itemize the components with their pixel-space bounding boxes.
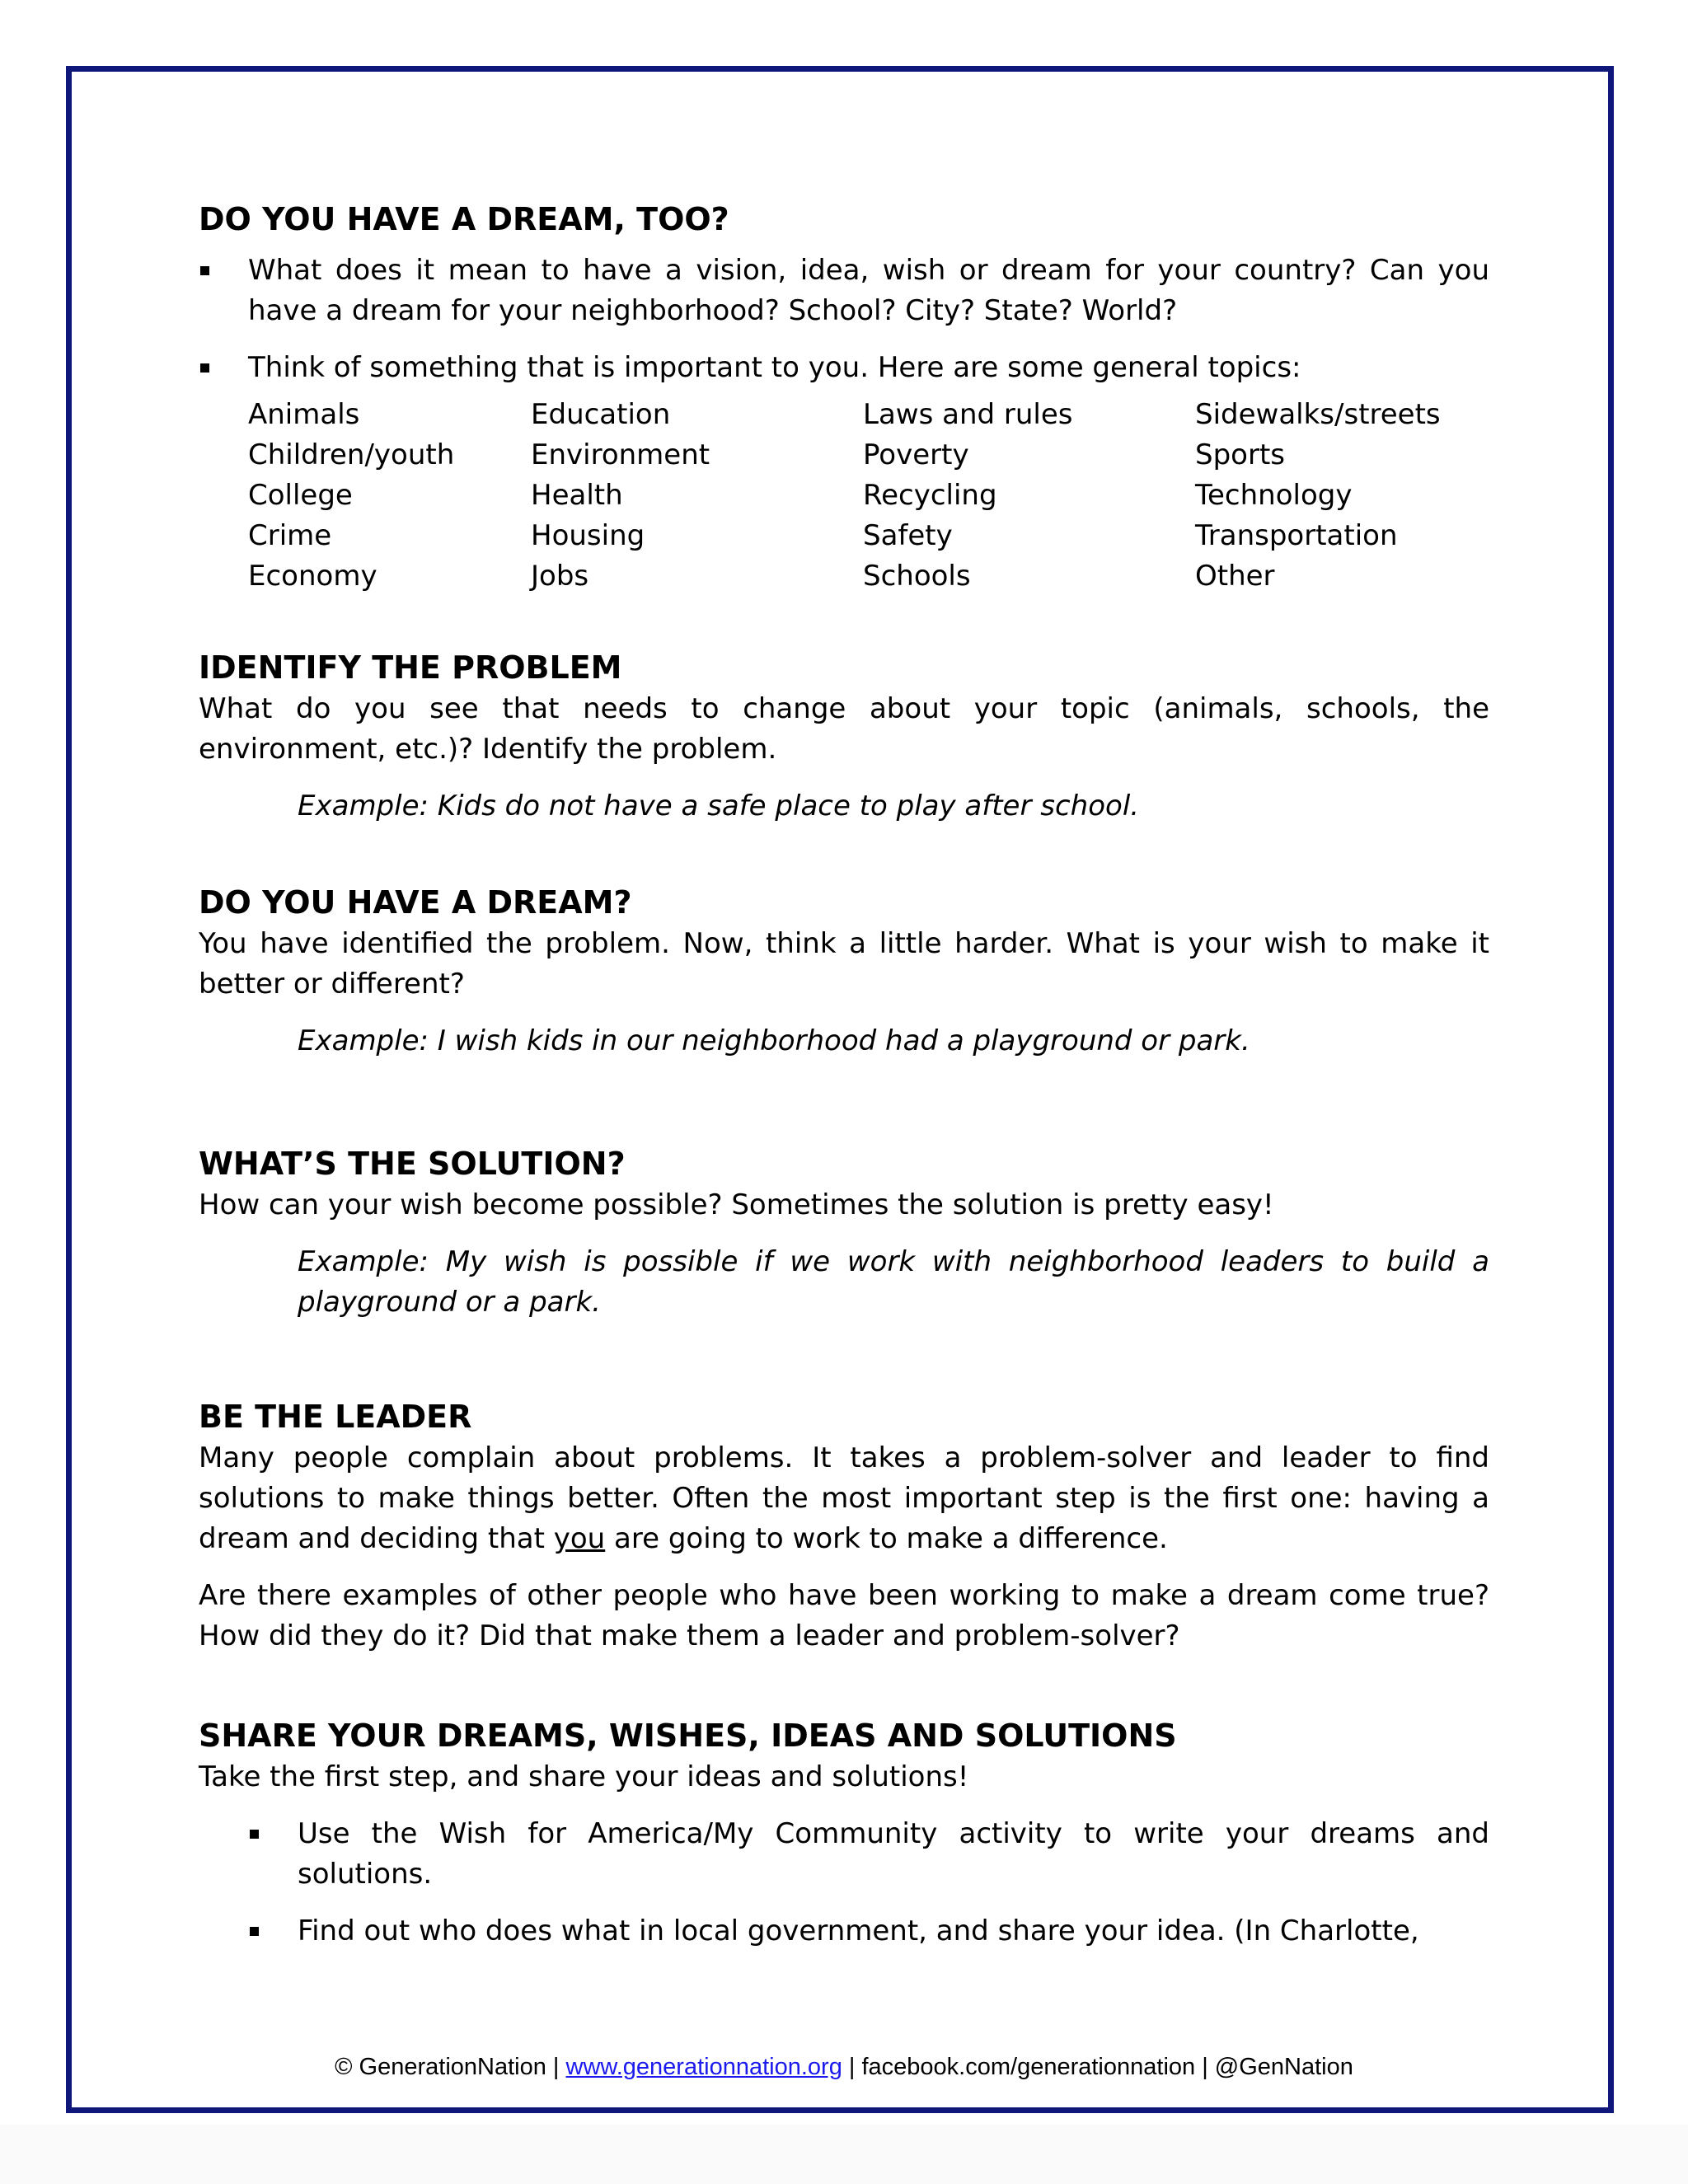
- section-body: How can your wish become possible? Sometimes the solution is pretty easy!: [199, 1188, 1274, 1221]
- example-text: Example: I wish kids in our neighborhood had a playground or park.: [298, 1024, 1250, 1057]
- topic-item: Housing: [531, 519, 645, 552]
- section-be-leader: [199, 1395, 1489, 1657]
- social-text: | facebook.com/generationnation | @GenNation: [848, 2054, 1353, 2080]
- topic-item: Environment: [531, 438, 710, 471]
- section-identify-problem: [199, 646, 1489, 827]
- section-body: Many people complain about problems. It takes a problem-solver and leader to find solutions to make things better. Often the most important step is the first one: having a dream and deciding that you are going to work to make a difference.: [199, 1441, 1489, 1555]
- section-heading: DO YOU HAVE A DREAM, TOO?: [199, 201, 729, 237]
- bullet-item: Use the Wish for America/My Community activity to write your dreams and solutions.: [248, 1814, 1489, 1895]
- topic-item: Technology: [1195, 479, 1353, 512]
- topic-item: Laws and rules: [863, 398, 1073, 431]
- topic-item: Schools: [863, 560, 971, 593]
- section-body: Take the first step, and share your ideas and solutions!: [199, 1760, 969, 1793]
- section-heading: WHAT’S THE SOLUTION?: [199, 1146, 626, 1182]
- website-link[interactable]: www.generationnation.org: [565, 2054, 842, 2080]
- bullet-item: Find out who does what in local government, and share your idea. (In Charlotte,: [248, 1911, 1489, 1952]
- section-body: What do you see that needs to change about your topic (animals, schools, the environment, etc.)? Identify the problem.: [199, 692, 1489, 766]
- example-text: Example: My wish is possible if we work with neighborhood leaders to build a playground or a park.: [298, 1245, 1489, 1319]
- topic-item: Economy: [248, 560, 377, 593]
- section-have-dream: [199, 881, 1489, 1062]
- topic-item: Children/youth: [248, 438, 455, 471]
- topic-item: Safety: [863, 519, 953, 552]
- bullet-square-icon: [250, 1830, 259, 1839]
- bullet-item: What does it mean to have a vision, idea, wish or dream for your country? Can you have a dream for your neighborhood? School? City? State? World?: [199, 251, 1489, 331]
- topic-item: Crime: [248, 519, 332, 552]
- bullet-square-icon: [200, 363, 209, 373]
- emphasis-you: you: [553, 1522, 606, 1555]
- document-content: [199, 198, 1489, 1968]
- page-footer: [0, 2052, 1688, 2082]
- section-heading: SHARE YOUR DREAMS, WISHES, IDEAS AND SOLUTIONS: [199, 1718, 1177, 1754]
- bullet-list: [248, 1814, 1489, 1952]
- section-share: [199, 1714, 1489, 1952]
- example-text: Example: Kids do not have a safe place to play after school.: [298, 790, 1140, 823]
- topic-item: Other: [1195, 560, 1275, 593]
- section-heading: BE THE LEADER: [199, 1399, 472, 1435]
- topic-item: Education: [531, 398, 671, 431]
- section-heading: DO YOU HAVE A DREAM?: [199, 884, 632, 921]
- section-dream-too: [199, 198, 1489, 597]
- topic-item: Health: [531, 479, 623, 512]
- section-body: You have identified the problem. Now, think a little harder. What is your wish to make it better or different?: [199, 927, 1489, 1001]
- bullet-square-icon: [200, 266, 209, 275]
- bullet-item: Think of something that is important to you. Here are some general topics:: [199, 348, 1489, 388]
- section-body: Are there examples of other people who have been working to make a dream come true? How did they do it? Did that make them a leader and problem-solver?: [199, 1579, 1489, 1652]
- topic-item: College: [248, 479, 353, 512]
- section-heading: IDENTIFY THE PROBLEM: [199, 649, 622, 686]
- topic-item: Transportation: [1195, 519, 1398, 552]
- topic-item: Sidewalks/streets: [1195, 398, 1441, 431]
- topic-item: Poverty: [863, 438, 969, 471]
- topic-item: Recycling: [863, 479, 997, 512]
- topic-item: Animals: [248, 398, 360, 431]
- page-bottom-margin: [0, 2125, 1688, 2184]
- topic-item: Jobs: [531, 560, 589, 593]
- topic-item: Sports: [1195, 438, 1285, 471]
- bullet-list: [199, 251, 1489, 388]
- section-solution: [199, 1142, 1489, 1323]
- copyright-text: © GenerationNation |: [335, 2054, 560, 2080]
- topics-grid: [248, 395, 1489, 597]
- bullet-square-icon: [250, 1927, 259, 1936]
